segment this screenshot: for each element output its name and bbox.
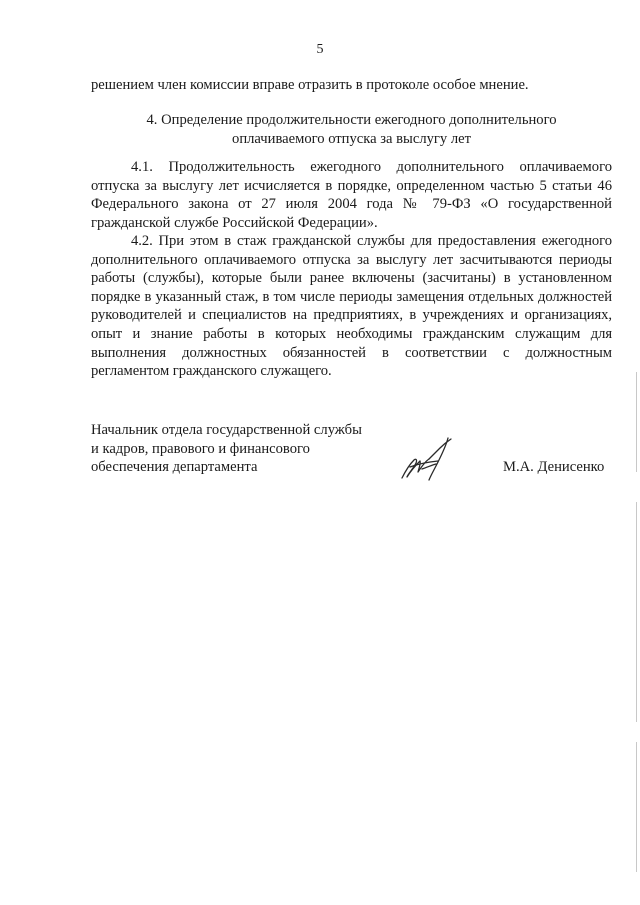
signature-title-line-3: обеспечения департамента [91, 459, 258, 476]
signer-name: М.А. Денисенко [503, 459, 605, 475]
section-heading-line-1: 4. Определение продолжительности ежегодного дополнительного [146, 112, 557, 128]
intro-line: решением член комиссии вправе отразить в протоколе особое мнение. [91, 77, 529, 93]
page-number: 5 [316, 42, 324, 57]
handwritten-signature [398, 434, 462, 482]
signature-title-line-2: и кадров, правового и финансового [91, 440, 310, 457]
paragraph-4-1-text: 4.1. Продолжительность ежегодного дополнительного оплачиваемого отпуска за выслугу лет исчисляется в порядке, определенном частью 5 статьи 46 Федерального закона от 27 июля 2004 года № 79-ФЗ «О государственной гражданской службе Российской Федерации». [91, 159, 612, 231]
paragraph-4-1 [91, 158, 612, 232]
section-heading [91, 111, 612, 148]
signature-title [91, 421, 362, 477]
paragraph-4-2 [91, 232, 612, 381]
signature-title-line-1: Начальник отдела государственной службы [91, 422, 362, 438]
section-heading-line-2: оплачиваемого отпуска за выслугу лет [232, 130, 471, 147]
scan-edge [636, 372, 637, 872]
paragraph-4-2-text: 4.2. При этом в стаж гражданской службы для предоставления ежегодного дополнительного оплачиваемого отпуска за выслугу лет засчитываются периоды работы (службы), которые были ранее включены (засчитаны) в установленном порядке в указанный стаж, в том числе периоды замещения отдельных должностей руководителей и специалистов на предприятиях, в учреждениях и организациях, опыт и знание работы в которых необходимы гражданским служащим для выполнения должностных обязанностей в соответствии с должностным регламентом гражданского служащего. [91, 233, 612, 380]
